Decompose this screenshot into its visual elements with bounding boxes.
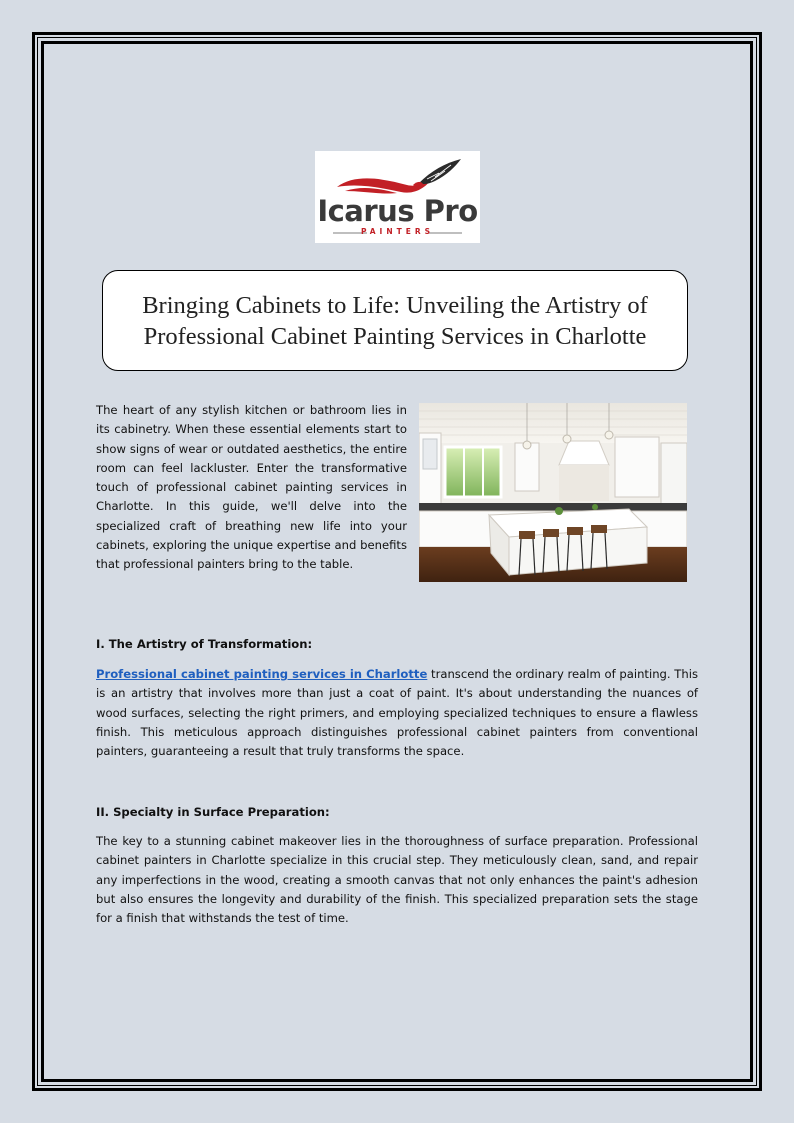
logo-subtitle: PAINTERS (360, 227, 435, 236)
logo-wordmark: Icarus Pro (317, 194, 478, 228)
section-1-body: transcend the ordinary realm of painting. This is an artistry that involves more than just a coat of paint. It's about understanding the nuances of wood surfaces, selecting the right primers, and employing specialized techniques to ensure a flawless finish. This meticulous approach distinguishes professional cabinet painters from conventional painters, guaranteeing a result that truly transforms the space. (96, 667, 698, 759)
intro-paragraph: The heart of any stylish kitchen or bathroom lies in its cabinetry. When these essential elements start to show signs of wear or outdated aesthetics, the entire room can feel lackluster. Enter the transformative touch of professional cabinet painting services in Charlotte. In this guide, we'll delve into the specialized craft of breathing new life into your cabinets, exploring the unique expertise and benefits that professional painters bring to the table. (96, 403, 407, 572)
cabinet-painting-services-link[interactable]: Professional cabinet painting services in Charlotte (96, 667, 428, 681)
company-logo (315, 151, 480, 243)
section-2-heading: II. Specialty in Surface Preparation: (96, 805, 330, 819)
section-1-heading: I. The Artistry of Transformation: (96, 637, 313, 651)
section-1-paragraph (96, 665, 698, 761)
page-title: Bringing Cabinets to Life: Unveiling the Artistry of Professional Cabinet Painting Services in Charlotte (142, 291, 648, 350)
kitchen-photo (419, 403, 687, 582)
title-box (102, 270, 688, 371)
section-2-paragraph: The key to a stunning cabinet makeover lies in the thoroughness of surface preparation. Professional cabinet painters in Charlotte specialize in this crucial step. They meticulously clean, sand, and repair any imperfections in the wood, creating a smooth canvas that not only enhances the paint's adhesion but also ensures the longevity and durability of the finish. This specialized preparation sets the stage for a finish that withstands the test of time. (96, 834, 698, 926)
